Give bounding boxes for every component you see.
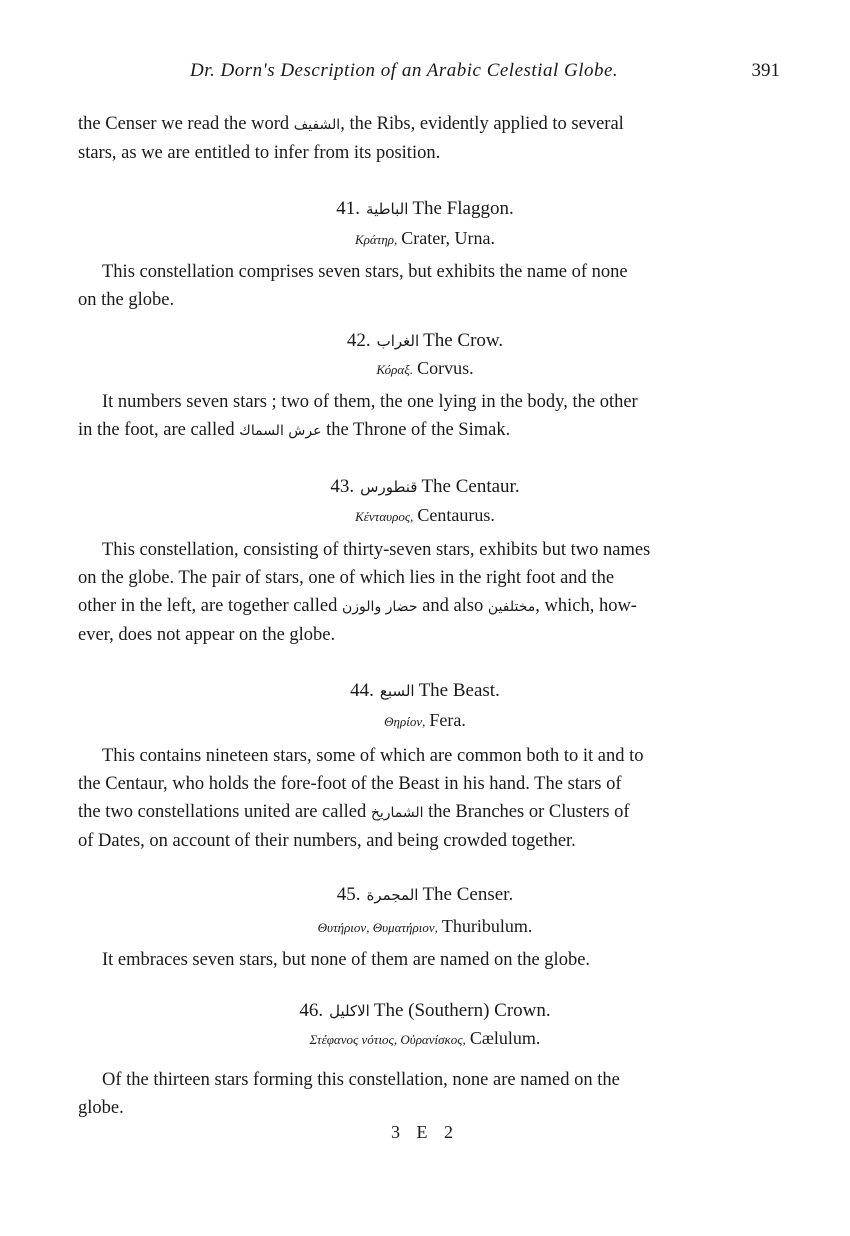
section-subheading-43: Κένταυρος, Centaurus. (355, 505, 495, 525)
section-subheading-41: Κράτηρ, Crater, Urna. (354, 228, 496, 248)
section-heading-42: 42. الغراب The Crow. (346, 330, 504, 351)
page-header (78, 60, 790, 90)
section-subheading-45: Θυτήριον, Θυματήριον, Thuribulum. (317, 916, 533, 936)
section-body-46: Of the thirteen stars forming this constellation, none are named on the globe. (78, 1070, 620, 1118)
section-heading-44: 44. السبع The Beast. (350, 680, 500, 701)
section-heading-45: 45. المجمرة The Censer. (336, 884, 514, 905)
section-subheading-42: Κόραξ. Corvus. (376, 358, 474, 378)
page-number: 391 (751, 60, 780, 81)
intro-line-2: stars, as we are entitled to infer from its position. (78, 143, 441, 163)
running-head: Dr. Dorn's Description of an Arabic Celestial Globe. (190, 60, 619, 81)
intro-line-1: the Censer we read the word الشفيف, the Ribs, evidently applied to several (78, 114, 624, 134)
arabic-word-ribs: الشفيف (293, 117, 341, 133)
section-heading-46: 46. الاكليل The (Southern) Crown. (299, 1000, 551, 1021)
section-body-45: It embraces seven stars, but none of them are named on the globe. (102, 950, 591, 970)
section-body-42: It numbers seven stars ; two of them, the one lying in the body, the other in the foot, are called عرش السماك the Throne of the Simak. (78, 392, 638, 440)
section-body-44: This contains nineteen stars, some of which are common both to it and to the Centaur, who holds the fore-foot of the Beast in his hand. The stars of the two constellations united are called الشماريخ the Branches or Clusters of of Dates, on account of their numbers, and being crowded together. (78, 746, 644, 851)
section-body-41: This constellation comprises seven stars, but exhibits the name of none on the globe. (78, 262, 628, 310)
section-heading-41: 41. الباطية The Flaggon. (336, 198, 514, 219)
printer-signature-mark: 3 E 2 (391, 1122, 459, 1142)
section-body-43: This constellation, consisting of thirty-seven stars, exhibits but two names on the globe. The pair of stars, one of which lies in the right foot and the other in the left, are together called حضار والوزن and also مختلفين, which, how- ever, does not appear on the globe. (78, 540, 651, 645)
section-subheading-44: Θηρίον, Fera. (384, 710, 466, 730)
arabic-word-mukhtalifin: مختلفين (487, 599, 536, 615)
section-heading-43: 43. قنطورس The Centaur. (330, 476, 520, 497)
arabic-word-shamarikh: الشماريخ (370, 805, 424, 821)
arabic-phrase-hadar-wazn: حضار والوزن (342, 599, 418, 615)
section-subheading-46: Στέφανος νότιος, Οὐρανίσκος, Cælulum. (309, 1028, 541, 1048)
arabic-phrase-throne-simak: عرش السماك (239, 423, 322, 439)
intro-paragraph (78, 110, 790, 167)
